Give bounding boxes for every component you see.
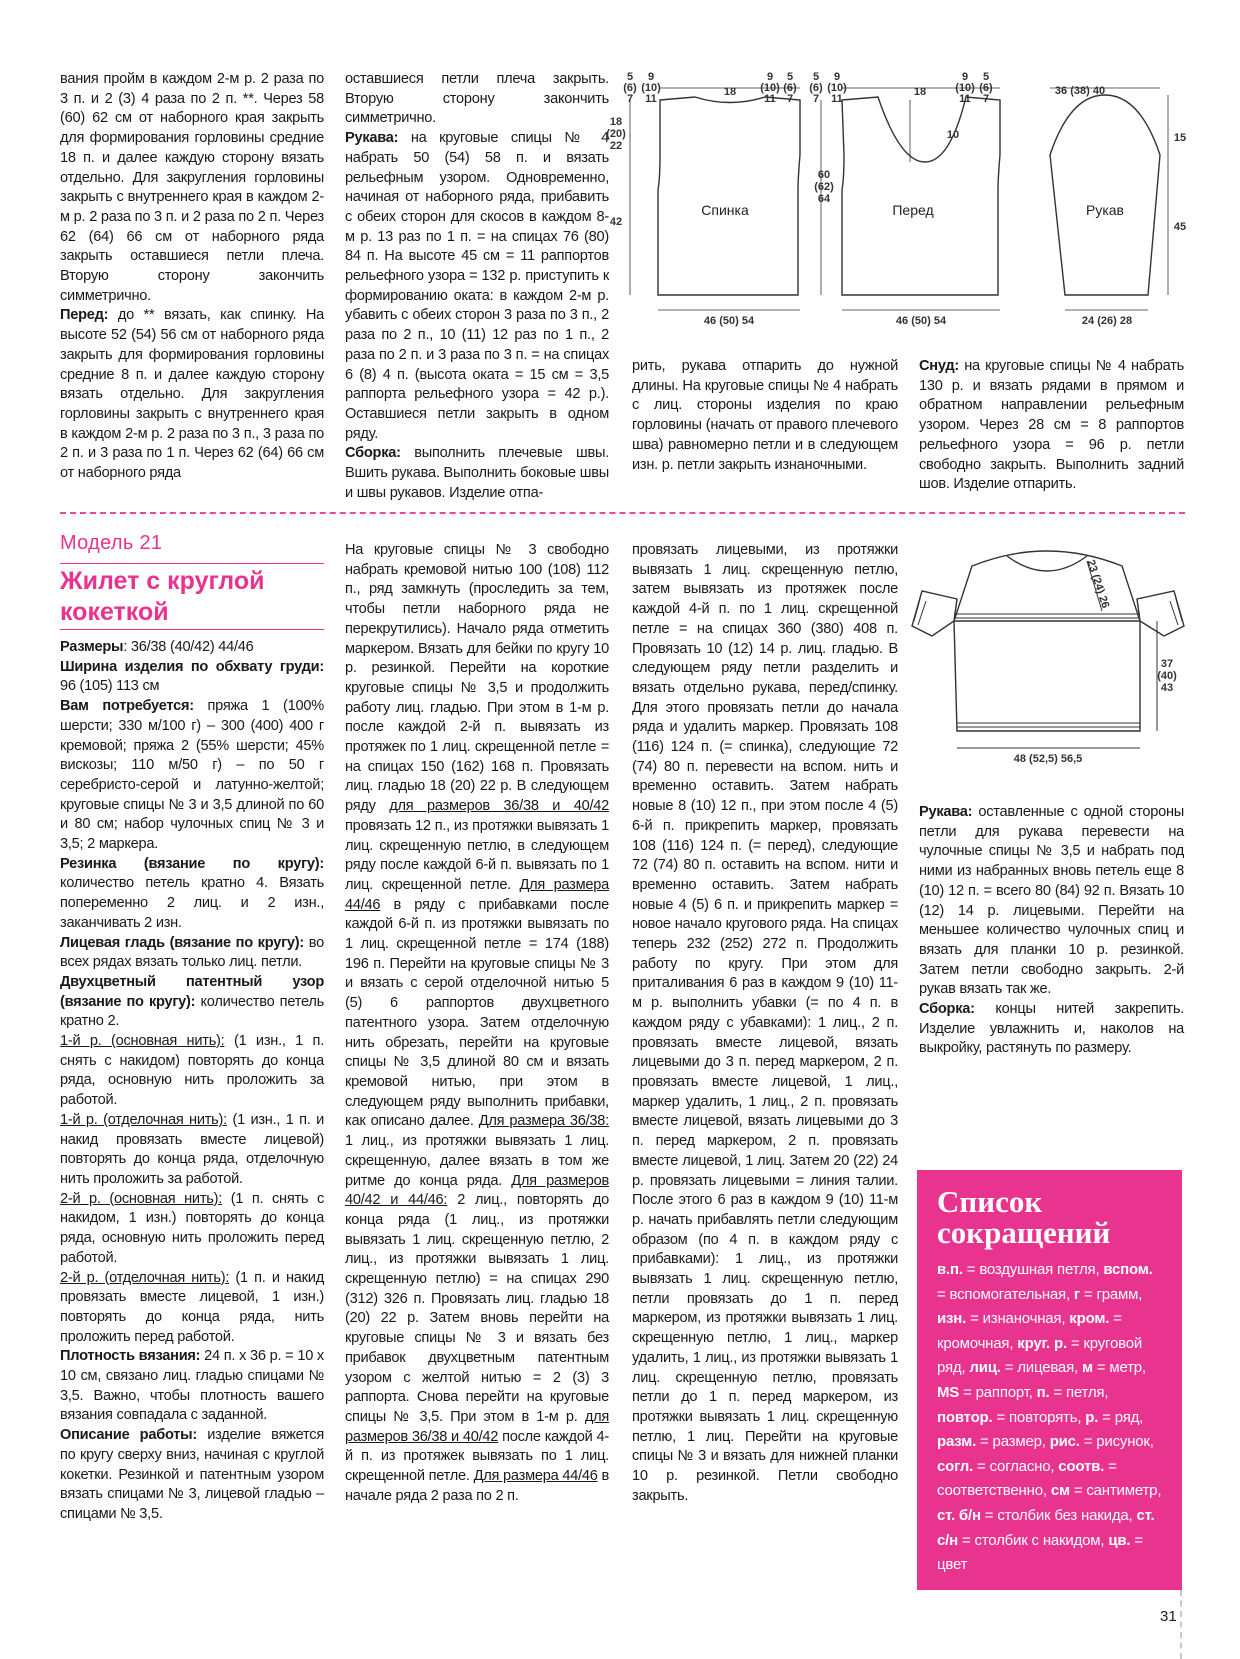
- back-armhole-dim-1: 18: [609, 116, 623, 128]
- front-width-dim: 46 (50) 54: [895, 315, 947, 327]
- schema-top: [606, 70, 1187, 340]
- section-label: Вам потребуется:: [60, 698, 194, 715]
- section-text: количество петель кратно 2.: [60, 993, 324, 1030]
- abbr-term: р.: [1085, 1408, 1099, 1426]
- section-text: (1 п. снять с накидом, 1 изн.) повторять до конца ряда, основную нить проложить перед работой.: [60, 1190, 325, 1266]
- back-side-dim: 42: [609, 216, 623, 228]
- abbr-term: круг. р.: [1017, 1334, 1067, 1352]
- back-neck-dim: 18: [723, 86, 737, 98]
- abbr-term: м: [1081, 1359, 1093, 1377]
- abbr-definition: грамм: [1096, 1285, 1139, 1303]
- abbr-definition: столбик с накидом: [974, 1531, 1101, 1549]
- abbr-definition: воздушная петля: [979, 1261, 1096, 1278]
- vest-height-dim-3: 43: [1160, 682, 1174, 694]
- abbr-definition: рисунок: [1096, 1433, 1150, 1451]
- front-shoulder-dim-r3: 7: [982, 93, 990, 105]
- back-shoulder-dim-3: 7: [626, 93, 634, 105]
- abbr-term: цв.: [1108, 1531, 1131, 1549]
- vest-height-dim-2: (40): [1157, 670, 1177, 682]
- page-edge-dash: [1180, 1590, 1182, 1659]
- vest-neck: [1007, 556, 1087, 571]
- abbr-definition: метр: [1109, 1359, 1142, 1377]
- vest-yoke-dim: 23 (24) 26: [1084, 558, 1112, 610]
- back-shoulder-dim-r3: 7: [786, 93, 794, 105]
- back-neckside-dim-1: 9: [647, 71, 655, 83]
- abbreviations-title-line-2: сокращений: [937, 1215, 1111, 1250]
- front-neck-dim: 18: [913, 86, 927, 98]
- back-armhole-dim-3: 22: [609, 140, 623, 152]
- text-run: в начале ряда 2 раза по 2 п.: [345, 1468, 609, 1504]
- top-column-4: [919, 357, 1184, 495]
- vest-yoke: [954, 551, 1140, 621]
- vest-height-dim-1: 37: [1160, 658, 1174, 670]
- section-divider: [60, 512, 1185, 514]
- vest-left-sleeve: [912, 591, 957, 636]
- abbr-definition: круговой ряд: [937, 1334, 1143, 1377]
- paragraph: [345, 541, 609, 1506]
- abbr-definition: петля: [1065, 1383, 1105, 1401]
- front-neckside-dim-3: 11: [831, 93, 843, 105]
- abbr-term: разм.: [937, 1433, 977, 1451]
- back-neckside-dim-r3: 11: [764, 93, 776, 105]
- paragraph: [60, 1269, 324, 1348]
- section-text: 96 (105) 113 см: [60, 678, 160, 695]
- abbr-term: повтор.: [937, 1408, 993, 1426]
- abbr-definition: сантиметр: [1086, 1482, 1158, 1500]
- front-neckside-dim-2: (10): [827, 82, 847, 94]
- front-height-dim-2: (62): [814, 181, 834, 193]
- sleeve-length-dim: 45: [1173, 221, 1187, 233]
- back-neckside-dim-r1: 9: [766, 71, 774, 83]
- front-neckside-dim-r2: (10): [955, 82, 975, 94]
- abbr-definition: изнаночная: [982, 1310, 1062, 1328]
- paragraph: рить, рукава отпарить до нужной длины. На круговые спицы № 4 набрать с лиц. стороны изделия по краю горловины (начать от правого плечевого шва) равномерно петли и в следующем изн. р. петли закрыть изнаночными.: [632, 358, 898, 473]
- front-neckside-dim-r3: 11: [959, 93, 971, 105]
- section-label: Перед:: [60, 307, 109, 324]
- abbr-definition: цвет: [937, 1556, 968, 1574]
- back-shoulder-dim-1: 5: [626, 71, 634, 83]
- section-text: изделие вяжется по кругу сверху вниз, начиная с круглой кокетки. Резинкой и патентным узором вязать спицами № 3, лицевой гладью – спицами № 3,5.: [60, 1427, 325, 1522]
- section-label: Рукава:: [919, 804, 973, 820]
- front-shoulder-dim-3: 7: [812, 93, 820, 105]
- section-label: Двухцветный патентный узор (вязание по кругу):: [60, 973, 324, 1010]
- bottom-column-2: [345, 541, 609, 1506]
- back-outline: [658, 97, 800, 295]
- paragraph: [60, 1111, 324, 1190]
- front-height-dim-3: 64: [817, 193, 831, 205]
- paragraph: [60, 934, 324, 973]
- back-neckside-dim-2: (10): [641, 82, 661, 94]
- abbreviations-title: [937, 1186, 1162, 1248]
- front-label: Перед: [892, 202, 934, 218]
- section-label: Рукава:: [345, 130, 399, 147]
- paragraph: [60, 638, 324, 658]
- section-label: Размеры: [60, 639, 124, 655]
- bottom-column-4: [919, 803, 1184, 1059]
- paragraph: [60, 697, 324, 855]
- paragraph: [60, 973, 324, 1032]
- text-run: На круговые спицы № 3 свободно набрать кремовой нитью 100 (108) 112 п., ряд замкнуть (проследить за тем, чтобы петли наборного ряда не перекрутились). Начало ряда отметить маркером. Вязать для бейки по кругу 10 р. резинкой. Перейти на короткие круговые спицы № 3,5 и продолжить работу лиц. гладью. При этом в 1-м р. после каждой 2-й п. вывязать из протяжек по 1 лиц. скрещенной петле = на спицах 150 (162) 168 п. Провязать лиц. гладью 18 (20) 22 р. В следующем ряду: [345, 542, 609, 815]
- vest-right-sleeve: [1137, 591, 1184, 636]
- top-column-1: [60, 70, 324, 484]
- abbr-term: соотв.: [1058, 1457, 1105, 1475]
- sleeve-cap-dim: 15: [1173, 132, 1187, 144]
- paragraph: [60, 306, 324, 483]
- size-note: для размеров 36/38 и 40/42: [389, 798, 609, 815]
- abbr-definition: соответственно: [937, 1482, 1043, 1500]
- abbr-definition: повторять: [1009, 1408, 1078, 1426]
- abbr-term: лиц.: [969, 1359, 1001, 1377]
- back-armhole-dim-2: (20): [606, 128, 626, 140]
- front-shoulder-dim-2: (6): [809, 82, 823, 94]
- front-neckside-dim-1: 9: [833, 71, 841, 83]
- top-column-2: [345, 70, 609, 503]
- back-label: Спинка: [701, 202, 749, 218]
- paragraph: [919, 803, 1184, 1000]
- paragraph: [60, 1347, 324, 1426]
- abbr-definition: размер: [992, 1433, 1042, 1451]
- section-text: во всех рядах вязать только лиц. петли.: [60, 934, 324, 971]
- abbr-definition: столбик без накида: [997, 1506, 1129, 1524]
- paragraph: [919, 1000, 1184, 1059]
- back-shoulder-dim-r1: 5: [786, 71, 794, 83]
- abbreviations-box: [917, 1170, 1182, 1590]
- front-shoulder-dim-r2: (6): [979, 82, 993, 94]
- front-shoulder-dim-r1: 5: [982, 71, 990, 83]
- title-rule-top: [60, 563, 324, 564]
- front-neck-depth-dim: 10: [946, 129, 960, 141]
- abbr-definition: вспомогательная: [949, 1285, 1066, 1303]
- section-text: пряжа 1 (100% шерсти; 330 м/100 г) – 300 (400) 400 г кремовой; пряжа 2 (55% шерсти; 45% вискозы; 110 м/50 г) – по 50 г серебристо-серой и латунно-желтой; круговые спицы № 3 и 3,5 длиной по 60 и 80 см; набор чулочных спиц № 3 и 3,5; 2 маркера.: [60, 698, 324, 853]
- abbr-definition: кромочная: [937, 1334, 1010, 1352]
- section-text: (1 п. и накид провязать вместе лицевой, 1 изн.) повторять до конца ряда, нить проложить перед работой.: [60, 1269, 324, 1345]
- abbr-term: кром.: [1069, 1310, 1110, 1328]
- row-label: 1-й р. (отделочная нить):: [60, 1111, 227, 1128]
- text-run: в ряду с прибавками после каждой 6-й п. из протяжки вывязать по 1 лиц. скрещенной петле = 174 (188) 196 п. Перейти на круговые спицы № 3 и вязать с серой отделочной нитью 5 (5) 6 раппортов двухцветного патентного узора. Затем отделочную нить обрезать, перейти на круговые спицы № 3,5 длиной 80 см и вязать кремовой нитью, при этом в следующем ряду выполнить прибавки, как описано далее.: [345, 896, 609, 1130]
- abbreviations-title-line-1: Список: [937, 1184, 1043, 1219]
- abbr-term: ст. с/н: [937, 1506, 1155, 1549]
- section-label: Плотность вязания:: [60, 1348, 201, 1365]
- abbreviations-list: в.п. = воздушная петля, вспом. = вспомогательная, г = грамм, изн. = изнаночная, кром. = кромочная, круг. р. = круговой ряд, лиц. = лицевая, м = метр, MS = раппорт, п. = петля, повтор. = повторять, р. = ряд, разм. = размер, рис. = рисунок, согл. = согласно, соотв. = соответственно, см = сантиметр, ст. б/н = столбик без накида, ст. с/н = столбик с накидом, цв. = цвет: [937, 1261, 1162, 1574]
- text-run: провязать 12 п., из протяжки вывязать 1 лиц. скрещенную петлю, в следующем ряду после каждой 6-й п. вывязать по 1 лиц. скрещенной петле.: [345, 817, 609, 893]
- section-text: до ** вязать, как спинку. На высоте 52 (54) 56 см от наборного ряда закрыть для формирования горловины средние 8 п. и далее каждую сторону вязать отдельно. Для закругления горловины закрыть с внутреннего края в каждом 2-м р. 2 раза по 3 п., 3 раза по 2 п. и 3 раза по 1 п. Через 62 (64) 66 см от наборного ряда: [60, 307, 324, 482]
- model-title: [60, 566, 324, 628]
- section-text: на круговые спицы № 4 набрать 50 (54) 58 п. и вязать рельефным узором. Одновременно, начиная от наборного ряда, прибавить с обеих сторон для скосов в каждом 8-м р. 13 раз по 1 п. = на спицах 76 (80) 84 п. На высоте 45 см = 11 раппортов рельефного узора = 132 р. приступить к формированию оката: в каждом 2-м р. убавить с обеих сторон 3 раза по 3 п., 2 раза по 2 п., 10 (11) 12 раз по 1 п., 2 раза по 2 п. и 3 раза по 3 п. = на спицах 6 (8) 4 п. (высота оката = 15 см = 3,5 раппорта рельефного узора = 42 р.). Оставшиеся петли закрыть в одном ряду.: [345, 130, 609, 442]
- model-title-line-1: Жилет с круглой: [60, 567, 265, 595]
- section-text: (1 изн., 1 п. снять с накидом) повторять до конца ряда, основную нить проложить за работой.: [60, 1033, 324, 1109]
- section-text: (1 изн., 1 п. и накид провязать вместе лицевой) повторять до конца ряда, отделочную нить проложить за работой.: [60, 1111, 324, 1187]
- paragraph: [345, 444, 609, 503]
- abbr-definition: раппорт: [975, 1383, 1029, 1401]
- size-note: Для размера 36/38:: [478, 1113, 609, 1130]
- section-label: Ширина изделия по обхвату груди:: [60, 658, 324, 675]
- size-note: Для размеров 40/42 и 44/46:: [345, 1172, 609, 1209]
- abbr-term: в.п.: [937, 1261, 963, 1278]
- size-note: для размеров 36/38 и 40/42: [345, 1408, 609, 1445]
- schema-vest: [912, 541, 1184, 786]
- section-text: оставленные с одной стороны петли для рукава перевести на чулочные спицы № 3,5 и набрать под ними из набранных вновь петель еще 8 (10) 12 п. = всего 80 (84) 92 п. Вязать 10 (12) 14 р. лицевыми. Перейти на меньшее количество чулочных спиц и вязать для планки 10 р. резинкой. Затем петли свободно закрыть. 2-й рукав вязать так же.: [919, 804, 1184, 998]
- section-label: Сборка:: [345, 445, 401, 462]
- abbr-term: MS: [937, 1383, 960, 1401]
- sleeve-top-dim: 36 (38) 40: [1054, 85, 1106, 97]
- abbr-term: согл.: [937, 1457, 974, 1475]
- abbr-term: рис.: [1049, 1433, 1080, 1451]
- top-column-3: [632, 357, 898, 475]
- sleeve-outline: [1050, 95, 1160, 295]
- model-number: Модель 21: [60, 532, 163, 554]
- paragraph: [60, 1032, 324, 1111]
- bottom-column-3: [632, 541, 898, 1506]
- abbr-term: изн.: [937, 1310, 967, 1328]
- text-run: после каждой 4-й п. из протяжек вывязать по 1 лиц. скрещенной петле.: [345, 1428, 609, 1485]
- row-label: 2-й р. (основная нить):: [60, 1190, 223, 1207]
- back-shoulder-dim-r2: (6): [783, 82, 797, 94]
- paragraph: [60, 1426, 324, 1525]
- title-rule-bottom: [60, 629, 324, 630]
- back-neckside-dim-r2: (10): [760, 82, 780, 94]
- paragraph: [60, 1190, 324, 1269]
- abbr-definition: согласно: [989, 1457, 1051, 1475]
- section-text: на круговые спицы № 4 набрать 130 р. и вязать рядами в прямом и обратном направлении рельефным узором. Через 28 см = 8 раппортов рельефного узора = 96 р. петли свободно закрыть. Выполнить задний шов. Изделие отпарить.: [919, 358, 1184, 493]
- paragraph: [60, 658, 324, 697]
- back-shoulder-dim-2: (6): [623, 82, 637, 94]
- sleeve-cuff-dim: 24 (26) 28: [1081, 315, 1133, 327]
- model-title-line-2: кокеткой: [60, 598, 169, 626]
- paragraph: [60, 855, 324, 934]
- vest-width-dim: 48 (52,5) 56,5: [1013, 753, 1083, 765]
- page-number: 31: [1160, 1608, 1177, 1625]
- section-label: Описание работы:: [60, 1427, 197, 1444]
- section-text: : 36/38 (40/42) 44/46: [123, 639, 254, 655]
- abbr-definition: лицевая: [1017, 1359, 1074, 1377]
- paragraph: оставшиеся петли плеча закрыть. Вторую сторону закончить симметрично.: [345, 71, 609, 127]
- vest-body: [954, 621, 1140, 731]
- abbr-term: вспом.: [1103, 1261, 1153, 1278]
- front-height-dim-1: 60: [817, 169, 831, 181]
- section-label: Сборка:: [919, 1001, 975, 1018]
- front-shoulder-dim-1: 5: [812, 71, 820, 83]
- section-text: количество петель кратно 4. Вязать попеременно 2 лиц. и 2 изн., заканчивать 2 изн.: [60, 875, 324, 931]
- abbr-term: п.: [1036, 1383, 1050, 1401]
- back-neckside-dim-3: 11: [645, 93, 657, 105]
- size-note: Для размера 44/46: [473, 1468, 598, 1485]
- section-text: выполнить плечевые швы. Вшить рукава. Выполнить боковые швы и швы рукавов. Изделие отпа-: [345, 445, 609, 501]
- abbr-definition: ряд: [1114, 1408, 1140, 1426]
- sleeve-label: Рукав: [1086, 202, 1124, 218]
- text-run: 1 лиц., из протяжки вывязать 1 лиц. скрещенную, далее вязать в том же ритме до конца ряда.: [345, 1133, 609, 1189]
- paragraph: [919, 357, 1184, 495]
- section-text: концы нитей закрепить. Изделие увлажнить и, наколов на выкройку, растянуть по размеру.: [919, 1001, 1184, 1057]
- bottom-column-1: [60, 638, 324, 1525]
- text-run: 2 лиц., повторять до конца ряда (1 лиц., из протяжки вывязать 1 лиц. скрещенную петлю, 2 лиц., из протяжки вывязать 1 лиц. скрещенную петлю) = на спицах 290 (312) 326 п. Провязать лиц. гладью 18 (20) 22 р. Затем вновь перейти на круговые спицы № 3 и вязать без прибавок двухцветным патентным узором с желтой нитью = 2 (3) 3 раппорта. Снова перейти на круговые спицы № 3,5. При этом в 1-м р.: [345, 1192, 609, 1425]
- back-width-dim: 46 (50) 54: [703, 315, 755, 327]
- section-label: Лицевая гладь (вязание по кругу):: [60, 934, 304, 951]
- row-label: 2-й р. (отделочная нить):: [60, 1269, 230, 1286]
- abbr-term: см: [1050, 1482, 1070, 1500]
- paragraph: вания пройм в каждом 2-м р. 2 раза по 3 п. и 2 (3) 4 раза по 2 п. **. Через 58 (60) 62 см от наборного края закрыть для формирования горловины средние 18 п. и далее каждую сторону вязать отдельно. Для закругления горловины закрыть с внутреннего края в каждом 2-м р. 2 раза по 3 п. и 2 раза по 2 п. Через 62 (64) 66 см от наборного ряда закрыть оставшиеся петли плеча. Вторую сторону закончить симметрично.: [60, 71, 324, 304]
- section-text: 24 п. х 36 р. = 10 х 10 см, связано лиц. гладью спицами № 3,5. Важно, чтобы плотность вашего вязания совпадала с заданной.: [60, 1348, 324, 1424]
- paragraph: [345, 129, 609, 444]
- abbr-term: ст. б/н: [937, 1506, 981, 1524]
- row-label: 1-й р. (основная нить):: [60, 1033, 225, 1050]
- front-outline: [842, 97, 1000, 295]
- paragraph: провязать лицевыми, из протяжки вывязать 1 лиц. скрещенную петлю, затем вывязать из протяжек после каждой 4-й п. по 1 лиц. скрещенной петле = на спицах 360 (380) 408 п. Провязать 10 (12) 14 р. лиц. гладью. В следующем ряду петли разделить и вязать отдельно рукава, перед/спинку. Для этого провязать петли до начала ряда и удалить маркер. Провязать 108 (116) 124 п. (= спинка), следующие 72 (74) 80 п. перевести на вспом. нить и временно оставить. Затем набрать новые 8 (10) 12 п., при этом после 4 (5) 6-й п. прикрепить маркер, провязать 108 (116) 124 п. (= перед), следующие 72 (74) 80 п. оставить на вспом. нити и временно оставить. Затем набрать новые 4 (5) 6 п. и прикрепить маркер = новое начало кругового ряда. На спицах теперь 232 (252) 272 п. Продолжить работу по кругу. При этом для приталивания 6 раз в каждом 9 (10) 11-м р. выполнить убавки (= по 4 п. в каждом ряду с убавками): 1 лиц., 2 п. провязать вместе лицевой, вязать лицевыми до 3 п. перед маркером, 2 п. провязать вместе лицевой, 1 лиц., маркер удалить, 1 лиц., 2 п. провязать вместе лицевой, вязать лицевыми до 3 п. перед маркером, 2 п. провязать вместе лицевой, 1 лиц. Затем 20 (22) 24 р. провязать лицевыми = линия талии. После этого 6 раз в каждом 9 (10) 11-м р. начать прибавлять петли следующим образом (по 4 п. в каждом ряду с прибавками): 1 лиц., из протяжки вывязать 1 лиц. скрещенную петлю, петли провязать до 1 п. перед маркером, из протяжки вывязать 1 лиц. скрещенную петлю, 1 лиц., маркер удалить, 1 лиц., из протяжки вывязать 1 лиц. скрещенную петлю, провязать петли до 1 п. перед маркером, из протяжки вывязать 1 лиц. скрещенную петлю, 1 лиц. Перейти на круговые спицы № 3 и вязать для нижней планки 10 р. резинкой. Петли свободно закрыть.: [632, 542, 898, 1504]
- front-neckside-dim-r1: 9: [961, 71, 969, 83]
- size-note: Для размера 44/46: [345, 876, 610, 913]
- abbr-term: г: [1073, 1285, 1080, 1303]
- section-label: Резинка (вязание по кругу):: [60, 855, 324, 872]
- section-label: Снуд:: [919, 358, 959, 374]
